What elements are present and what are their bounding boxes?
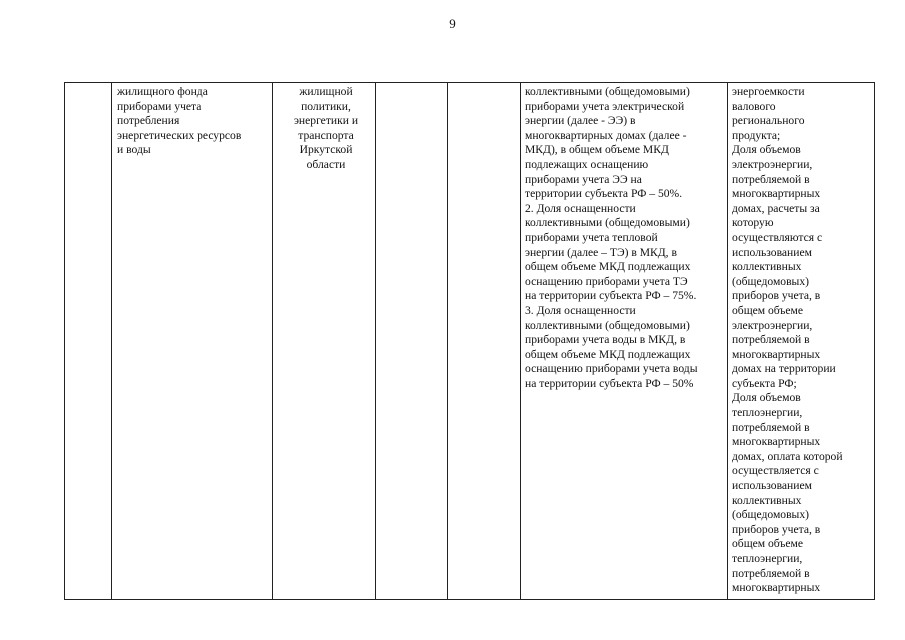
text-line: приборами учета	[117, 99, 202, 113]
text-line: которую	[732, 216, 774, 230]
text-line: энергоемкости	[732, 85, 805, 98]
text-line: теплоэнергии,	[732, 406, 803, 420]
text-line: домах на территории	[732, 362, 836, 376]
text-line: валового	[732, 99, 776, 113]
text-line: домах, оплата которой	[732, 449, 843, 463]
text-line: коллективными (общедомовыми)	[525, 318, 690, 332]
text-line: МКД), в общем объеме МКД	[525, 143, 669, 157]
column-divider-3	[375, 83, 376, 599]
page-number: 9	[449, 16, 456, 31]
text-line: общем объеме МКД подлежащих	[525, 260, 691, 274]
text-line: подлежащих оснащению	[525, 157, 649, 171]
text-line: приборами учета электрической	[525, 99, 685, 113]
text-line: 3. Доля оснащенности	[525, 303, 636, 317]
text-line: приборов учета, в	[732, 522, 821, 536]
text-line: энергетики и	[293, 114, 359, 128]
text-line: потребляемой в	[732, 566, 810, 580]
text-line: приборами учета тепловой	[525, 230, 658, 244]
text-line: оснащению приборами учета ТЭ	[525, 274, 688, 288]
text-line: политики,	[301, 99, 351, 113]
text-line: на территории субъекта РФ – 50%	[525, 376, 694, 390]
text-line: транспорта	[298, 128, 354, 142]
text-line: многоквартирных	[732, 435, 821, 449]
text-line: области	[306, 157, 346, 171]
text-line: приборов учета, в	[732, 289, 821, 303]
table-frame	[64, 82, 875, 600]
text-line: приборами учета ЭЭ на	[525, 172, 642, 186]
text-line: на территории субъекта РФ – 75%.	[525, 289, 697, 303]
text-line: территории субъекта РФ – 50%.	[525, 187, 683, 201]
column-divider-1	[111, 83, 112, 599]
text-line: жилищного фонда	[117, 85, 208, 98]
text-line: электроэнергии,	[732, 318, 813, 332]
text-line: многоквартирных	[732, 347, 821, 361]
cell-responsible-ministry	[281, 85, 371, 173]
text-line: потребляемой в	[732, 420, 810, 434]
text-line: оснащению приборами учета воды	[525, 362, 698, 376]
text-line: коллективных	[732, 260, 802, 274]
text-line: и воды	[117, 143, 151, 157]
cell-target-indicators	[525, 85, 721, 391]
text-line: потребления	[117, 114, 180, 128]
column-divider-4	[447, 83, 448, 599]
text-line: использованием	[732, 245, 812, 259]
text-line: Доля объемов	[732, 391, 801, 405]
column-divider-5	[520, 83, 521, 599]
cell-object-description	[117, 85, 277, 158]
text-line: общем объеме	[732, 303, 804, 317]
text-line: многоквартирных	[732, 187, 821, 201]
text-line: осуществляется с	[732, 464, 819, 478]
text-line: энергетических ресурсов	[117, 128, 242, 142]
text-line: общем объеме МКД подлежащих	[525, 347, 691, 361]
text-line: многоквартирных	[732, 581, 821, 595]
text-line: регионального	[732, 114, 805, 128]
text-line: коллективными (общедомовыми)	[525, 216, 690, 230]
text-line: (общедомовых)	[732, 274, 810, 288]
text-line: теплоэнергии,	[732, 552, 803, 565]
text-line: приборами учета воды в МКД, в	[525, 333, 686, 347]
text-line: жилищной	[299, 85, 353, 98]
text-line: электроэнергии,	[732, 157, 813, 171]
text-line: общем объеме	[732, 537, 804, 551]
text-line: потребляемой в	[732, 172, 810, 186]
cell-performance-indicators	[732, 85, 872, 596]
text-line: использованием	[732, 479, 812, 493]
text-line: продукта;	[732, 128, 781, 142]
text-line: потребляемой в	[732, 333, 810, 347]
text-line: коллективными (общедомовыми)	[525, 85, 690, 98]
text-line: коллективных	[732, 493, 802, 507]
text-line: Доля объемов	[732, 143, 801, 157]
text-line: осуществляются с	[732, 230, 823, 244]
text-line: домах, расчеты за	[732, 201, 820, 215]
column-divider-2	[272, 83, 273, 599]
text-line: (общедомовых)	[732, 508, 810, 522]
text-line: 2. Доля оснащенности	[525, 201, 636, 215]
text-line: Иркутской	[299, 143, 353, 157]
text-line: субъекта РФ;	[732, 376, 797, 390]
text-line: многоквартирных домах (далее -	[525, 128, 687, 142]
text-line: энергии (далее – ТЭ) в МКД, в	[525, 245, 677, 259]
text-line: энергии (далее - ЭЭ) в	[525, 114, 636, 128]
column-divider-6	[727, 83, 728, 599]
